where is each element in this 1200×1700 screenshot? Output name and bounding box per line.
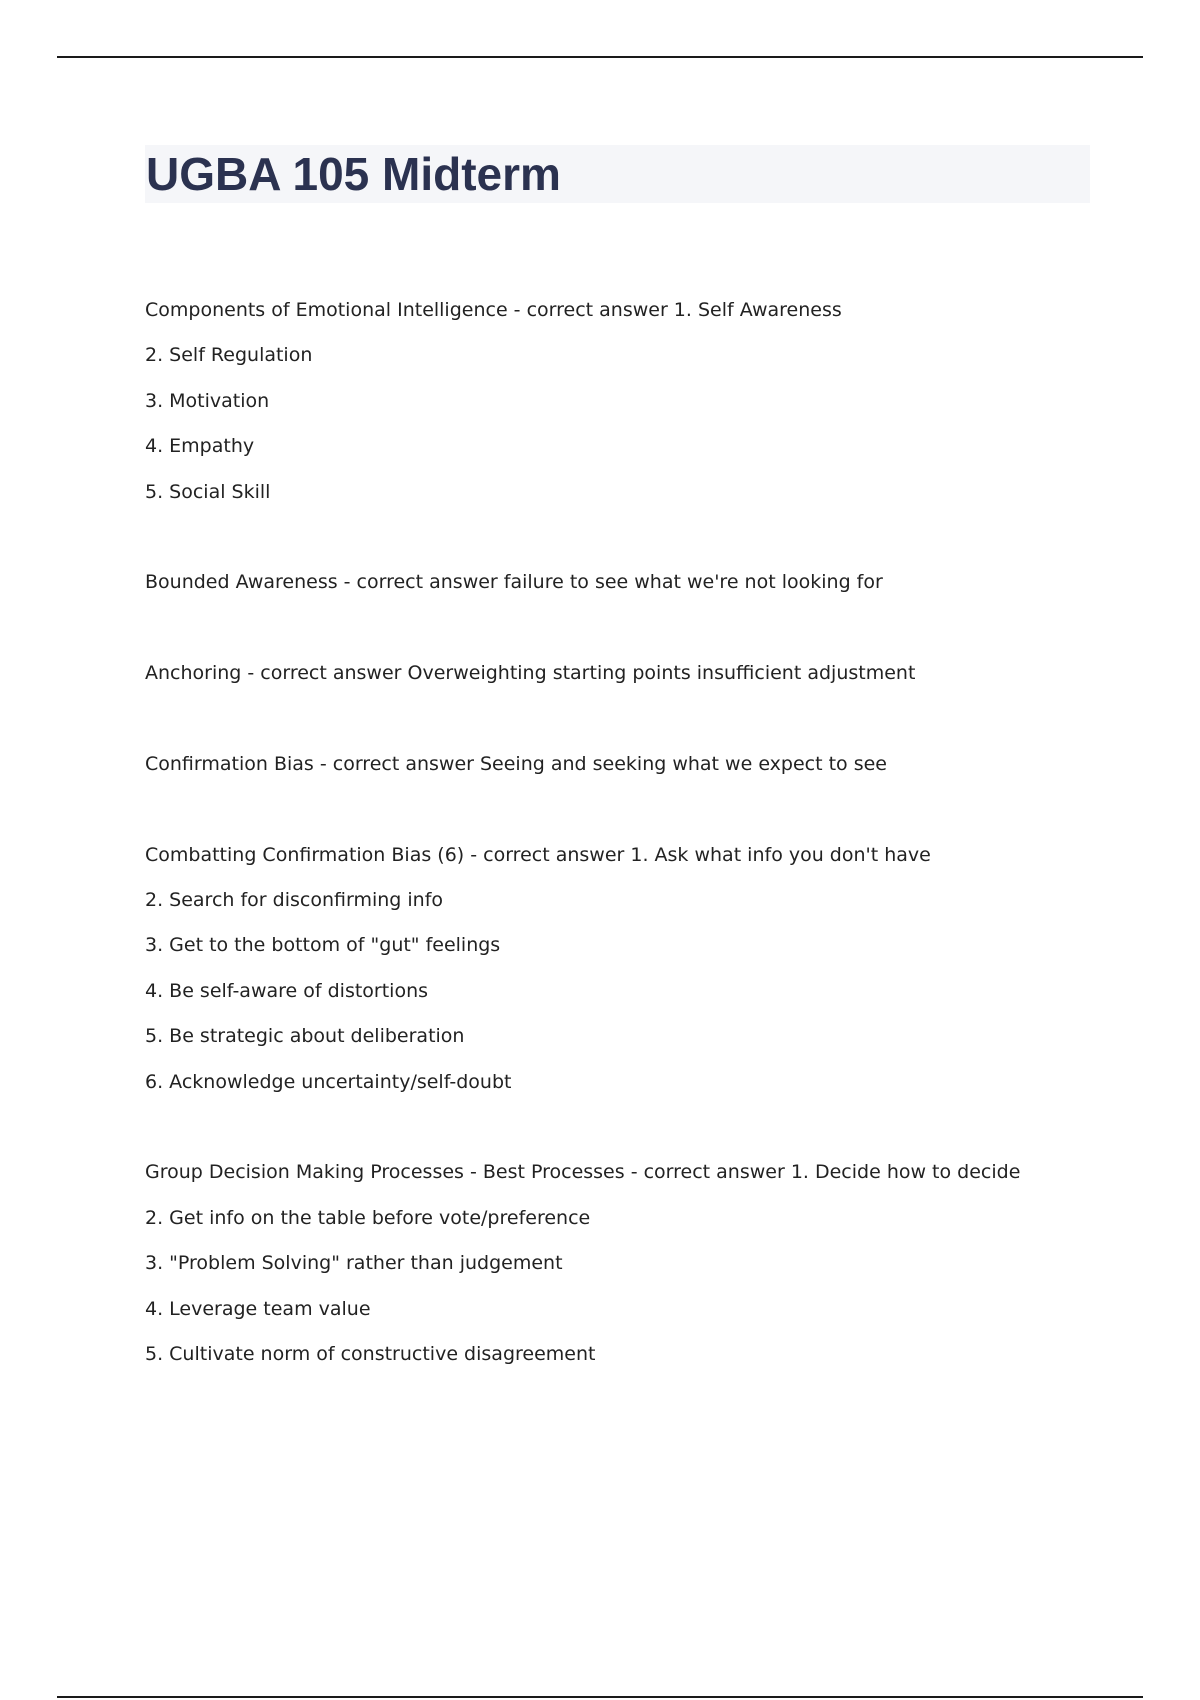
top-rule (57, 56, 1143, 58)
card-answer-line: 2. Get info on the table before vote/preference (145, 1206, 591, 1229)
card-answer-line: 4. Leverage team value (145, 1297, 371, 1320)
card-spacer (145, 787, 1105, 832)
flashcard-confirmation-bias (145, 742, 1105, 787)
card-answer-line: 4. Empathy (145, 435, 255, 458)
card-answer-line: 5. Social Skill (145, 480, 271, 503)
card-question-line: Combatting Confirmation Bias (6) - correct answer 1. Ask what info you don't have (145, 843, 931, 866)
card-answer-line: 4. Be self-aware of distortions (145, 979, 429, 1002)
card-spacer (145, 515, 1105, 560)
flashcard-anchoring (145, 651, 1105, 696)
bottom-rule (57, 1696, 1143, 1698)
document-body (145, 288, 1105, 1377)
card-question-line: Anchoring - correct answer Overweighting starting points insufficient adjustment (145, 662, 916, 685)
flashcard-bounded-awareness (145, 560, 1105, 605)
page-title: UGBA 105 Midterm (146, 148, 561, 200)
card-answer-line: 2. Search for disconfirming info (145, 889, 444, 912)
card-spacer (145, 1105, 1105, 1150)
title-band (145, 145, 1090, 203)
flashcard-emotional-intelligence (145, 288, 1105, 515)
card-question-line: Group Decision Making Processes - Best Processes - correct answer 1. Decide how to decide (145, 1161, 1021, 1184)
card-question-line: Bounded Awareness - correct answer failure to see what we're not looking for (145, 571, 883, 594)
card-answer-line: 6. Acknowledge uncertainty/self-doubt (145, 1070, 512, 1093)
flashcard-group-decision-making (145, 1150, 1105, 1377)
card-answer-line: 2. Self Regulation (145, 344, 313, 367)
card-answer-line: 3. "Problem Solving" rather than judgement (145, 1252, 563, 1275)
card-answer-line: 5. Cultivate norm of constructive disagreement (145, 1342, 596, 1365)
card-spacer (145, 697, 1105, 742)
card-question-line: Confirmation Bias - correct answer Seeing and seeking what we expect to see (145, 752, 887, 775)
card-question-line: Components of Emotional Intelligence - correct answer 1. Self Awareness (145, 299, 842, 321)
card-answer-line: 3. Get to the bottom of "gut" feelings (145, 934, 501, 957)
card-spacer (145, 606, 1105, 651)
card-answer-line: 5. Be strategic about deliberation (145, 1025, 465, 1048)
card-answer-line: 3. Motivation (145, 389, 270, 412)
flashcard-combatting-confirmation-bias (145, 833, 1105, 1105)
